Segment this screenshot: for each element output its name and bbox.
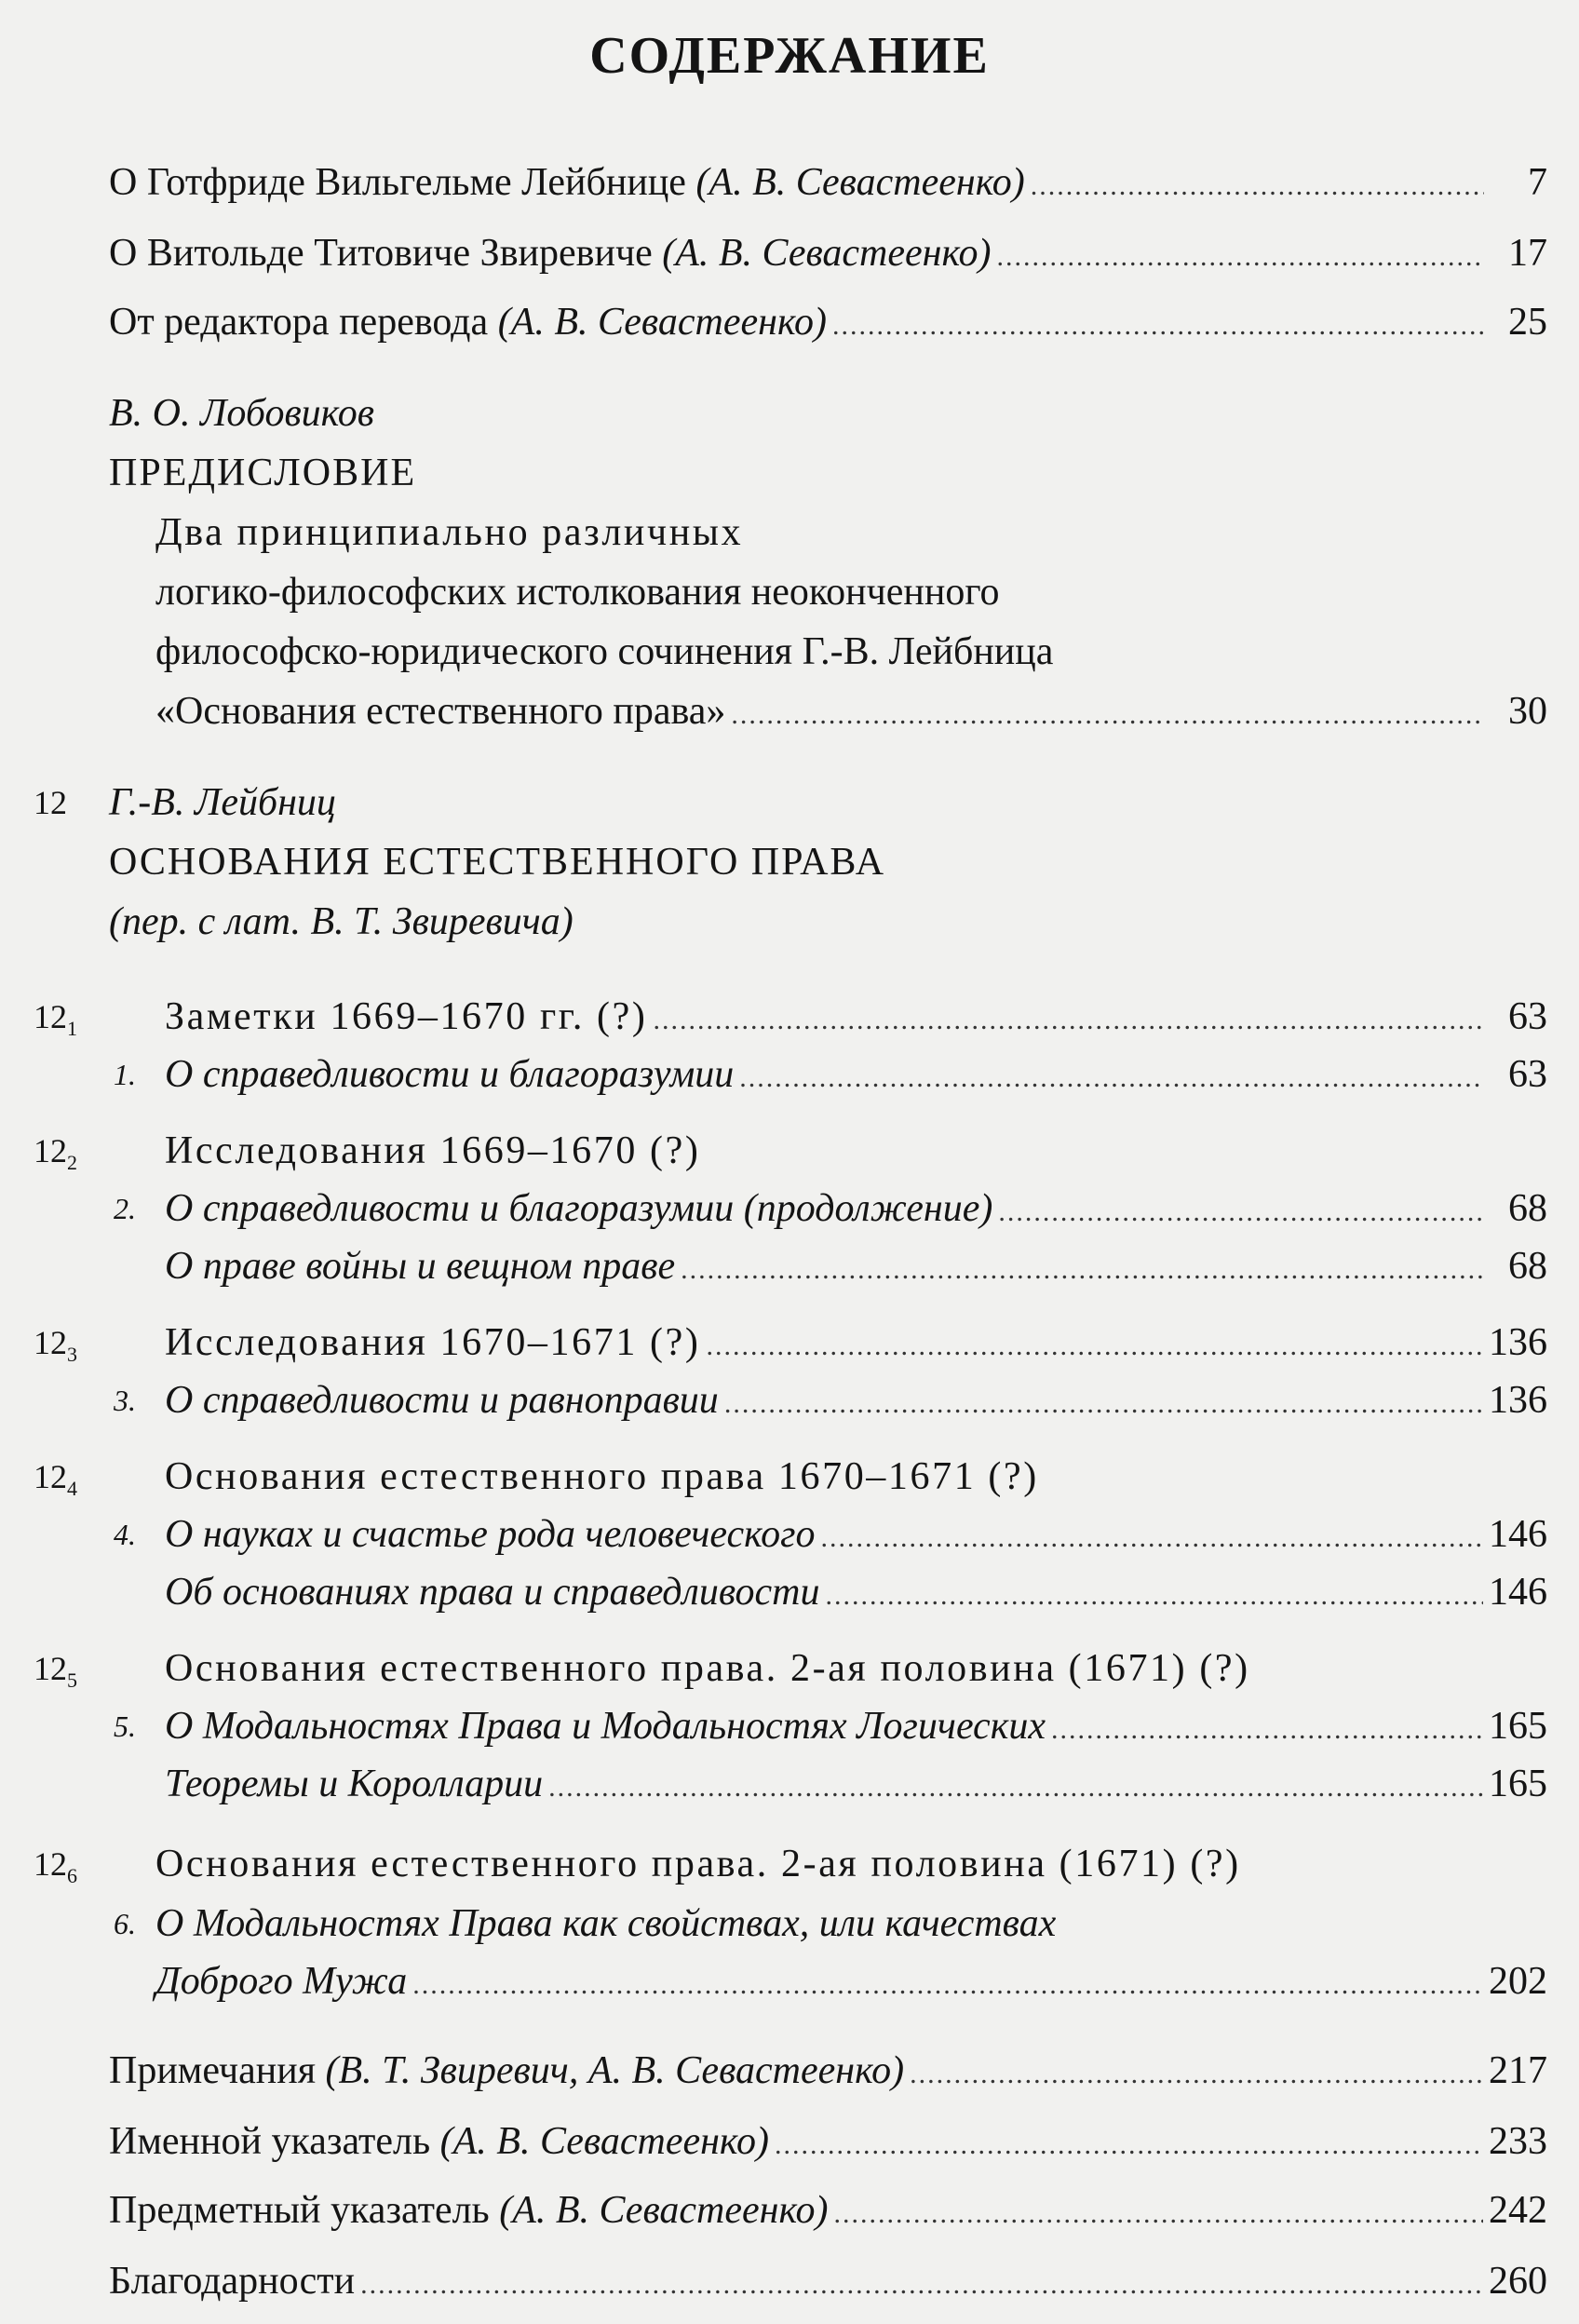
chapter-number: 12 xyxy=(34,784,67,821)
section-title: Заметки 1669–1670 гг. (?) xyxy=(165,995,648,1038)
entry-title: О Готфриде Вильгельме Лейбнице xyxy=(109,161,686,204)
entry-title: Предметный указатель xyxy=(109,2189,490,2232)
leader-dots xyxy=(998,1190,1484,1235)
toc-entry[interactable] xyxy=(155,1959,1547,2007)
page-number: 146 xyxy=(1489,1513,1547,1556)
preface-heading[interactable]: ПРЕДИСЛОВИЕ xyxy=(109,452,417,494)
page-title: СОДЕРЖАНИЕ xyxy=(589,27,990,85)
toc-entry[interactable] xyxy=(109,2048,1547,2097)
entry-title: О справедливости и благоразумии (продолжение) xyxy=(165,1187,993,1230)
leader-dots xyxy=(731,693,1484,737)
entry-title: О Модальностях Права и Модальностях Логических xyxy=(165,1705,1046,1748)
section-title[interactable]: Основания естественного права. 2-ая половина (1671) (?) xyxy=(165,1647,1250,1690)
page-number: 242 xyxy=(1489,2189,1547,2232)
leader-dots xyxy=(412,1963,1483,2007)
section-number: $12_6$ xyxy=(34,1845,77,1888)
toc-entry[interactable] xyxy=(109,160,1547,209)
leader-dots xyxy=(1031,164,1484,209)
item-number: 2. xyxy=(114,1192,136,1225)
section-number: $12_2$ xyxy=(34,1132,77,1175)
section-entry[interactable] xyxy=(165,1320,1547,1369)
page-number: 63 xyxy=(1508,995,1547,1038)
leader-dots xyxy=(724,1382,1483,1426)
entry-title: Об основаниях права и справедливости xyxy=(165,1571,820,1614)
toc-entry[interactable] xyxy=(165,1570,1547,1618)
leader-dots xyxy=(653,998,1484,1043)
leader-dots xyxy=(1051,1708,1483,1752)
entry-author: (А. В. Севастеенко) xyxy=(497,301,827,344)
toc-entry[interactable] xyxy=(109,2259,1547,2307)
item-number: 5. xyxy=(114,1709,136,1743)
entry-title: От редактора перевода xyxy=(109,301,489,344)
entry-author: (А. В. Севастеенко) xyxy=(662,232,992,275)
leader-dots xyxy=(706,1324,1483,1369)
section-number: $12_5$ xyxy=(34,1650,77,1693)
section-title[interactable]: Основания естественного права. 2-ая половина (1671) (?) xyxy=(155,1843,1241,1885)
leader-dots xyxy=(548,1765,1483,1810)
item-number: 1. xyxy=(114,1058,136,1091)
leader-dots xyxy=(834,2192,1483,2236)
entry-author: (А. В. Севастеенко) xyxy=(695,161,1025,204)
page-number: 7 xyxy=(1528,161,1547,204)
section-number: $12_3$ xyxy=(34,1324,77,1367)
leader-dots xyxy=(360,2263,1483,2307)
page-number: 165 xyxy=(1489,1763,1547,1805)
preface-subtitle-line: философско-юридического сочинения Г.-В. Лейбница xyxy=(155,630,1054,673)
toc-entry[interactable] xyxy=(109,2119,1547,2168)
toc-entry[interactable] xyxy=(165,1186,1547,1235)
page-number: 217 xyxy=(1489,2049,1547,2092)
section-number: $12_1$ xyxy=(34,998,77,1041)
page-number: 165 xyxy=(1489,1705,1547,1748)
toc-entry[interactable] xyxy=(155,689,1547,737)
page-number: 63 xyxy=(1508,1053,1547,1096)
entry-author: (А. В. Севастеенко) xyxy=(439,2120,769,2163)
page-number: 17 xyxy=(1508,232,1547,275)
preface-author: В. О. Лобовиков xyxy=(109,392,374,435)
entry-title: О науках и счастье рода человеческого xyxy=(165,1513,816,1556)
leader-dots xyxy=(775,2123,1483,2168)
preface-subtitle-line: Два принципиально различных xyxy=(155,511,744,554)
main-heading[interactable]: ОСНОВАНИЯ ЕСТЕСТВЕННОГО ПРАВА xyxy=(109,841,886,884)
entry-title: О Модальностях Права как свойствах, или качествах xyxy=(155,1902,1057,1945)
toc-entry[interactable] xyxy=(165,1762,1547,1810)
leader-dots xyxy=(681,1248,1484,1292)
item-number: 6. xyxy=(114,1907,136,1940)
leader-dots xyxy=(832,304,1484,348)
page-number: 68 xyxy=(1508,1187,1547,1230)
entry-title: О Витольде Титовиче Звиревиче xyxy=(109,232,653,275)
item-number: 4. xyxy=(114,1518,136,1551)
page-number: 202 xyxy=(1489,1960,1547,2003)
section-title[interactable]: Исследования 1669–1670 (?) xyxy=(165,1129,701,1172)
page-number: 30 xyxy=(1508,690,1547,733)
entry-author: (В. Т. Звиревич, А. В. Севастеенко) xyxy=(325,2049,905,2092)
toc-entry[interactable] xyxy=(109,231,1547,279)
toc-entry[interactable] xyxy=(165,1052,1547,1101)
entry-title: Теоремы и Королларии xyxy=(165,1763,544,1805)
entry-title: Именной указатель xyxy=(109,2120,431,2163)
entry-title: «Основания естественного права» xyxy=(155,690,726,733)
entry-title: Благодарности xyxy=(109,2260,356,2303)
toc-entry[interactable] xyxy=(109,300,1547,348)
page-number: 136 xyxy=(1489,1379,1547,1422)
main-author: Г.-В. Лейбниц xyxy=(109,781,336,824)
entry-title: О справедливости и благоразумии xyxy=(165,1053,735,1096)
toc-entry[interactable] xyxy=(165,1512,1547,1561)
item-number: 3. xyxy=(114,1384,136,1417)
leader-dots xyxy=(821,1516,1483,1561)
leader-dots xyxy=(997,235,1484,279)
entry-title: О справедливости и равноправии xyxy=(165,1379,719,1422)
section-title[interactable]: Основания естественного права 1670–1671 (?) xyxy=(165,1455,1039,1498)
toc-entry[interactable] xyxy=(165,1244,1547,1292)
entry-author: (А. В. Севастеенко) xyxy=(499,2189,829,2232)
entry-title: Примечания xyxy=(109,2049,317,2092)
page-number: 146 xyxy=(1489,1571,1547,1614)
translator-note: (пер. с лат. В. Т. Звиревича) xyxy=(109,900,574,943)
section-number: $12_4$ xyxy=(34,1458,77,1501)
leader-dots xyxy=(739,1056,1484,1101)
toc-entry[interactable] xyxy=(165,1378,1547,1426)
entry-title: Доброго Мужа xyxy=(155,1960,408,2003)
page-number: 260 xyxy=(1489,2260,1547,2303)
page-number: 68 xyxy=(1508,1245,1547,1288)
preface-subtitle-line: логико-философских истолкования неоконченного xyxy=(155,571,1000,614)
entry-title: О праве войны и вещном праве xyxy=(165,1245,676,1288)
toc-entry[interactable] xyxy=(165,1704,1547,1752)
section-title: Исследования 1670–1671 (?) xyxy=(165,1321,701,1364)
section-entry[interactable] xyxy=(165,994,1547,1043)
leader-dots xyxy=(910,2052,1483,2097)
toc-entry[interactable] xyxy=(109,2188,1547,2236)
page-number: 136 xyxy=(1489,1321,1547,1364)
page-number: 25 xyxy=(1508,301,1547,344)
leader-dots xyxy=(826,1574,1484,1618)
page-number: 233 xyxy=(1489,2120,1547,2163)
